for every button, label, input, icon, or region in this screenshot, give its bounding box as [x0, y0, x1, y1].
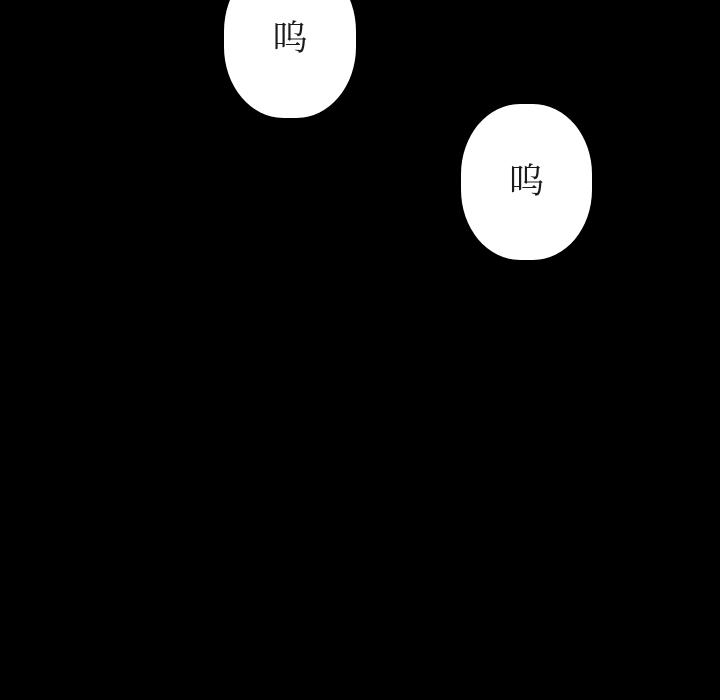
speech-bubble-top-text: 呜 [272, 18, 308, 59]
speech-bubble-right [461, 104, 592, 260]
speech-bubble-top [224, 0, 356, 118]
speech-bubble-right-text: 呜 [508, 161, 544, 202]
